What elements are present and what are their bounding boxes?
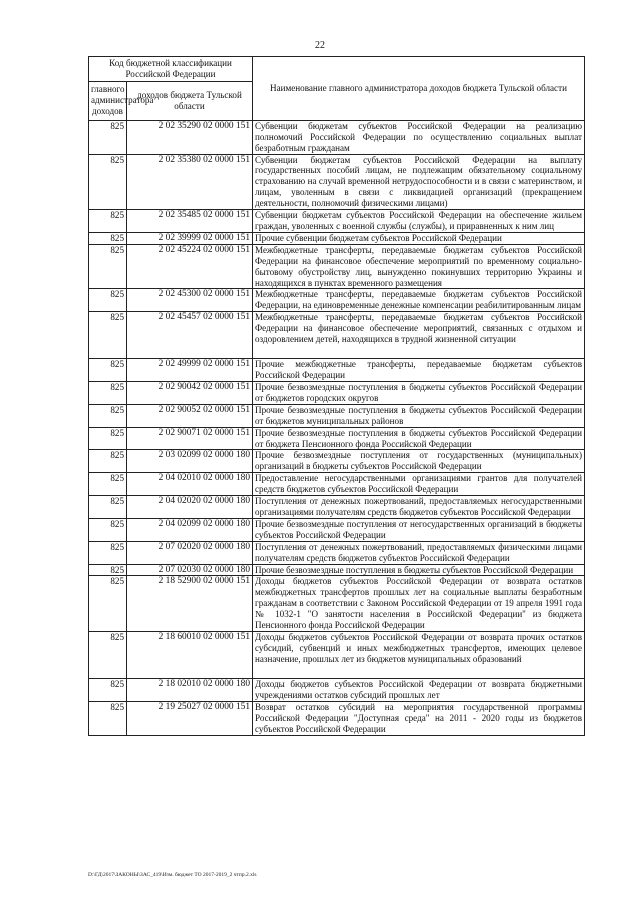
table-row: [89, 564, 585, 576]
income-name-cell: Прочие безвозмездные поступления в бюджеты субъектов Российской Федерации: [253, 564, 585, 576]
income-code-cell: 2 07 02030 02 0000 180: [127, 564, 253, 576]
admin-code-cell: 825: [89, 701, 127, 735]
admin-code-cell: 825: [89, 427, 127, 450]
income-name-cell: Доходы бюджетов субъектов Российской Федерации от возврата прочих остатков субсидий, субвенций и иных межбюджетных трансфертов, имеющих целевое назначение, прошлых лет из бюджетов муниципальных образований: [253, 631, 585, 678]
income-code-cell: 2 19 25027 02 0000 151: [127, 701, 253, 735]
table-row: [89, 541, 585, 564]
income-code-cell: 2 07 02020 02 0000 180: [127, 541, 253, 564]
income-code-cell: 2 02 90071 02 0000 151: [127, 427, 253, 450]
income-code-cell: 2 02 35290 02 0000 151: [127, 120, 253, 154]
admin-code-cell: 825: [89, 473, 127, 496]
income-code-cell: 2 02 45457 02 0000 151: [127, 312, 253, 359]
table-header: [89, 57, 585, 121]
admin-code-cell: 825: [89, 154, 127, 210]
income-code-cell: 2 02 49999 02 0000 151: [127, 359, 253, 382]
table-row: [89, 289, 585, 312]
table-row: [89, 210, 585, 233]
income-code-cell: 2 02 45300 02 0000 151: [127, 289, 253, 312]
admin-code-cell: 825: [89, 210, 127, 233]
table-row: [89, 473, 585, 496]
income-code-cell: 2 18 52900 02 0000 151: [127, 576, 253, 632]
table-row: [89, 244, 585, 289]
income-name-cell: Субвенции бюджетам субъектов Российской Федерации на обеспечение жильем граждан, уволенных с военной службы (службы), и приравненных к ним лиц: [253, 210, 585, 233]
income-code-cell: 2 04 02010 02 0000 180: [127, 473, 253, 496]
admin-code-cell: 825: [89, 450, 127, 473]
table-row: [89, 359, 585, 382]
income-code-cell: 2 02 45224 02 0000 151: [127, 244, 253, 289]
income-code-cell: 2 18 02010 02 0000 180: [127, 678, 253, 701]
income-name-cell: Субвенции бюджетам субъектов Российской Федерации на выплату государственных пособий лицам, не подлежащим обязательному социальному страхованию на случай временной нетрудоспособности и в связи с материнством, и лицам, уволенным в связи с ликвидацией организаций (прекращением деятельности, полномочий физическими лицами): [253, 154, 585, 210]
income-code-cell: 2 18 60010 02 0000 151: [127, 631, 253, 678]
income-name-cell: Прочие межбюджетные трансферты, передаваемые бюджетам субъектов Российской Федерации: [253, 359, 585, 382]
table-row: [89, 678, 585, 701]
header-admin-column: главного администратора доходов: [89, 81, 127, 120]
page-number: 22: [315, 40, 325, 51]
table-row: [89, 120, 585, 154]
table-row: [89, 450, 585, 473]
income-name-cell: Прочие безвозмездные поступления в бюджеты субъектов Российской Федерации от бюджетов муниципальных районов: [253, 404, 585, 427]
header-income-column: доходов бюджета Тульской области: [127, 81, 253, 120]
admin-code-cell: 825: [89, 244, 127, 289]
income-name-cell: Субвенции бюджетам субъектов Российской Федерации на реализацию полномочий Российской Федерации по осуществлению социальных выплат безработным гражданам: [253, 120, 585, 154]
table-row: [89, 404, 585, 427]
admin-code-cell: 825: [89, 518, 127, 541]
admin-code-cell: 825: [89, 120, 127, 154]
table-row: [89, 154, 585, 210]
admin-code-cell: 825: [89, 678, 127, 701]
admin-code-cell: 825: [89, 289, 127, 312]
header-name-column: Наименование главного администратора доходов бюджета Тульской области: [253, 57, 585, 121]
table-row: [89, 701, 585, 735]
admin-code-cell: 825: [89, 312, 127, 359]
income-administrators-table: [88, 56, 585, 736]
admin-code-cell: 825: [89, 359, 127, 382]
income-code-cell: 2 02 39999 02 0000 151: [127, 232, 253, 244]
admin-code-cell: 825: [89, 496, 127, 519]
income-name-cell: Доходы бюджетов субъектов Российской Федерации от возврата остатков межбюджетных трансфертов прошлых лет на социальные выплаты безработным гражданам в соответствии с Законом Российской Федерации от 19 апреля 1991 года № 1032-1 "О занятости населения в Российской Федерации" из бюджета Пенсионного фонда Российской Федерации: [253, 576, 585, 632]
admin-code-cell: 825: [89, 404, 127, 427]
income-name-cell: Поступления от денежных пожертвований, предоставляемых негосударственными организациями получателям средств бюджетов субъектов Российской Федерации: [253, 496, 585, 519]
table-body: [89, 120, 585, 735]
income-name-cell: Прочие безвозмездные поступления в бюджеты субъектов Российской Федерации от бюджетов городских округов: [253, 382, 585, 405]
income-name-cell: Межбюджетные трансферты, передаваемые бюджетам субъектов Российской Федерации, на единовременные денежные компенсации реабилитированным лицам: [253, 289, 585, 312]
income-code-cell: 2 02 35485 02 0000 151: [127, 210, 253, 233]
income-code-cell: 2 02 90042 02 0000 151: [127, 382, 253, 405]
income-name-cell: Доходы бюджетов субъектов Российской Федерации от возврата бюджетными учреждениями остатков субсидий прошлых лет: [253, 678, 585, 701]
admin-code-cell: 825: [89, 576, 127, 632]
header-code-group: Код бюджетной классификации Российской Федерации: [89, 57, 253, 82]
income-name-cell: Предоставление негосударственными организациями грантов для получателей средств бюджетов субъектов Российской Федерации: [253, 473, 585, 496]
admin-code-cell: 825: [89, 541, 127, 564]
income-name-cell: Прочие субвенции бюджетам субъектов Российской Федерации: [253, 232, 585, 244]
income-name-cell: Прочие безвозмездные поступления от государственных (муниципальных) организаций в бюджеты субъектов Российской Федерации: [253, 450, 585, 473]
income-code-cell: 2 02 90052 02 0000 151: [127, 404, 253, 427]
table-row: [89, 427, 585, 450]
income-name-cell: Прочие безвозмездные поступления от негосударственных организаций в бюджеты субъектов Российской Федерации: [253, 518, 585, 541]
income-name-cell: Межбюджетные трансферты, передаваемые бюджетам субъектов Российской Федерации на финансовое обеспечение мероприятий по временному социально-бытовому обустройству лиц, вынужденно покинувших территорию Украины и находящихся в пунктах временного размещения: [253, 244, 585, 289]
income-code-cell: 2 02 35380 02 0000 151: [127, 154, 253, 210]
income-name-cell: Возврат остатков субсидий на мероприятия государственной программы Российской Федерации "Доступная среда" на 2011 - 2020 годы из бюджетов субъектов Российской Федерации: [253, 701, 585, 735]
table-row: [89, 496, 585, 519]
table-row: [89, 518, 585, 541]
income-name-cell: Прочие безвозмездные поступления в бюджеты субъектов Российской Федерации от бюджета Пенсионного фонда Российской Федерации: [253, 427, 585, 450]
admin-code-cell: 825: [89, 631, 127, 678]
table-row: [89, 576, 585, 632]
table-row: [89, 312, 585, 359]
admin-code-cell: 825: [89, 564, 127, 576]
table-row: [89, 232, 585, 244]
admin-code-cell: 825: [89, 232, 127, 244]
table-row: [89, 382, 585, 405]
admin-code-cell: 825: [89, 382, 127, 405]
income-code-cell: 2 03 02099 02 0000 180: [127, 450, 253, 473]
income-name-cell: Межбюджетные трансферты, передаваемые бюджетам субъектов Российской Федерации на финансовое обеспечение мероприятий, связанных с отдыхом и оздоровлением детей, находящихся в трудной жизненной ситуации: [253, 312, 585, 359]
income-code-cell: 2 04 02099 02 0000 180: [127, 518, 253, 541]
income-name-cell: Поступления от денежных пожертвований, предоставляемых физическими лицами получателям средств бюджетов субъектов Российской Федерации: [253, 541, 585, 564]
table-row: [89, 631, 585, 678]
income-code-cell: 2 04 02020 02 0000 180: [127, 496, 253, 519]
file-path-footer: D:\ГД\2017\ЗАКОНЫ\ЗАС_419\Изм. бюджет ТО 2017-2019_2 чтпр.2.xls: [88, 872, 257, 878]
